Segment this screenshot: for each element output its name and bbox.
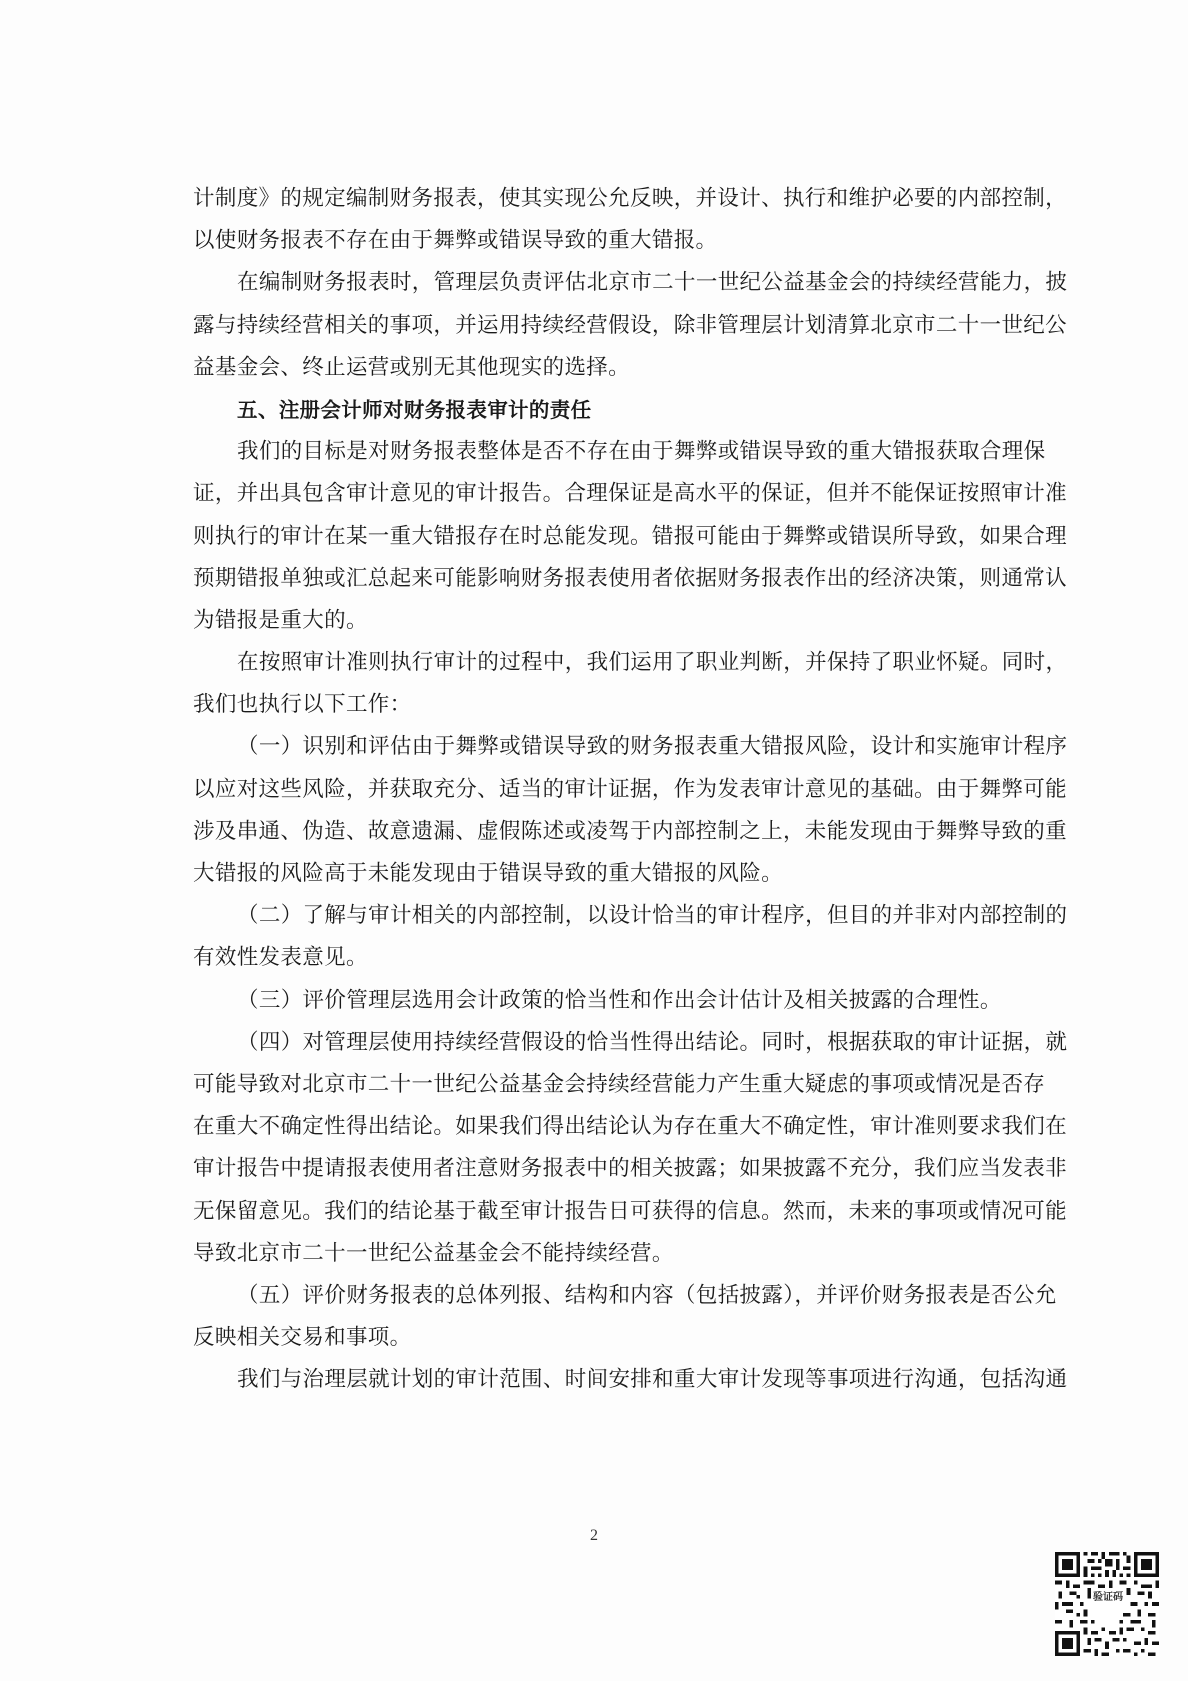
paragraph-line: 我们的目标是对财务报表整体是否不存在由于舞弊或错误导致的重大错报获取合理保 xyxy=(237,439,1046,465)
paragraph-line: 预期错报单独或汇总起来可能影响财务报表使用者依据财务报表作出的经济决策，则通常认 xyxy=(193,565,1068,591)
paragraph-line: 则执行的审计在某一重大错报存在时总能发现。错报可能由于舞弊或错误所导致，如果合理 xyxy=(193,523,1068,549)
list-item-line: （一）识别和评估由于舞弊或错误导致的财务报表重大错报风险，设计和实施审计程序 xyxy=(237,734,1068,760)
list-item-line: 导致北京市二十一世纪公益基金会不能持续经营。 xyxy=(193,1240,674,1266)
list-item-line: 大错报的风险高于未能发现由于错误导致的重大错报的风险。 xyxy=(193,861,783,886)
paragraph-line: 在编制财务报表时，管理层负责评估北京市二十一世纪公益基金会的持续经营能力，披 xyxy=(237,270,1068,296)
paragraph-line: 益基金会、终止运营或别无其他现实的选择。 xyxy=(193,354,631,380)
list-item-line: （五）评价财务报表的总体列报、结构和内容（包括披露），并评价财务报表是否公允 xyxy=(237,1282,1057,1308)
paragraph-line: 计制度》的规定编制财务报表，使其实现公允反映，并设计、执行和维护必要的内部控制， xyxy=(193,186,1068,211)
list-item-line: 无保留意见。我们的结论基于截至审计报告日可获得的信息。然而，未来的事项或情况可能 xyxy=(193,1198,1068,1224)
paragraph-line: 我们与治理层就计划的审计范围、时间安排和重大审计发现等事项进行沟通，包括沟通 xyxy=(237,1367,1068,1393)
list-item-line: 以应对这些风险，并获取充分、适当的审计证据，作为发表审计意见的基础。由于舞弊可能 xyxy=(193,776,1068,802)
document-body xyxy=(193,178,1068,1401)
paragraph-line: 露与持续经营相关的事项，并运用持续经营假设，除非管理层计划清算北京市二十一世纪公 xyxy=(193,312,1068,338)
paragraph-line: 为错报是重大的。 xyxy=(193,607,368,633)
list-item-line: 反映相关交易和事项。 xyxy=(193,1325,412,1351)
page-number: 2 xyxy=(590,1527,598,1544)
paragraph-line: 在按照审计准则执行审计的过程中，我们运用了职业判断，并保持了职业怀疑。同时， xyxy=(237,650,1068,676)
list-item-line: 有效性发表意见。 xyxy=(193,945,368,971)
section-heading: 五、注册会计师对财务报表审计的责任 xyxy=(237,397,592,422)
list-item-line: （四）对管理层使用持续经营假设的恰当性得出结论。同时，根据获取的审计证据，就 xyxy=(237,1029,1068,1055)
list-item-line: 涉及串通、伪造、故意遗漏、虚假陈述或凌驾于内部控制之上，未能发现由于舞弊导致的重 xyxy=(193,818,1068,844)
list-item-line: （三）评价管理层选用会计政策的恰当性和作出会计估计及相关披露的合理性。 xyxy=(237,987,1002,1013)
qr-verification-label: 验证码 xyxy=(1093,1592,1123,1618)
list-item-line: （二）了解与审计相关的内部控制，以设计恰当的审计程序，但目的并非对内部控制的 xyxy=(237,903,1068,929)
paragraph-line: 我们也执行以下工作： xyxy=(193,692,412,718)
paragraph-line: 以使财务报表不存在由于舞弊或错误导致的重大错报。 xyxy=(193,228,718,254)
list-item-line: 审计报告中提请报表使用者注意财务报表中的相关披露；如果披露不充分，我们应当发表非 xyxy=(193,1156,1068,1182)
paragraph-line: 证，并出具包含审计意见的审计报告。合理保证是高水平的保证，但并不能保证按照审计准 xyxy=(193,481,1068,507)
list-item-line: 可能导致对北京市二十一世纪公益基金会持续经营能力产生重大疑虑的事项或情况是否存 xyxy=(193,1071,1046,1097)
list-item-line: 在重大不确定性得出结论。如果我们得出结论认为存在重大不确定性，审计准则要求我们在 xyxy=(193,1114,1068,1140)
